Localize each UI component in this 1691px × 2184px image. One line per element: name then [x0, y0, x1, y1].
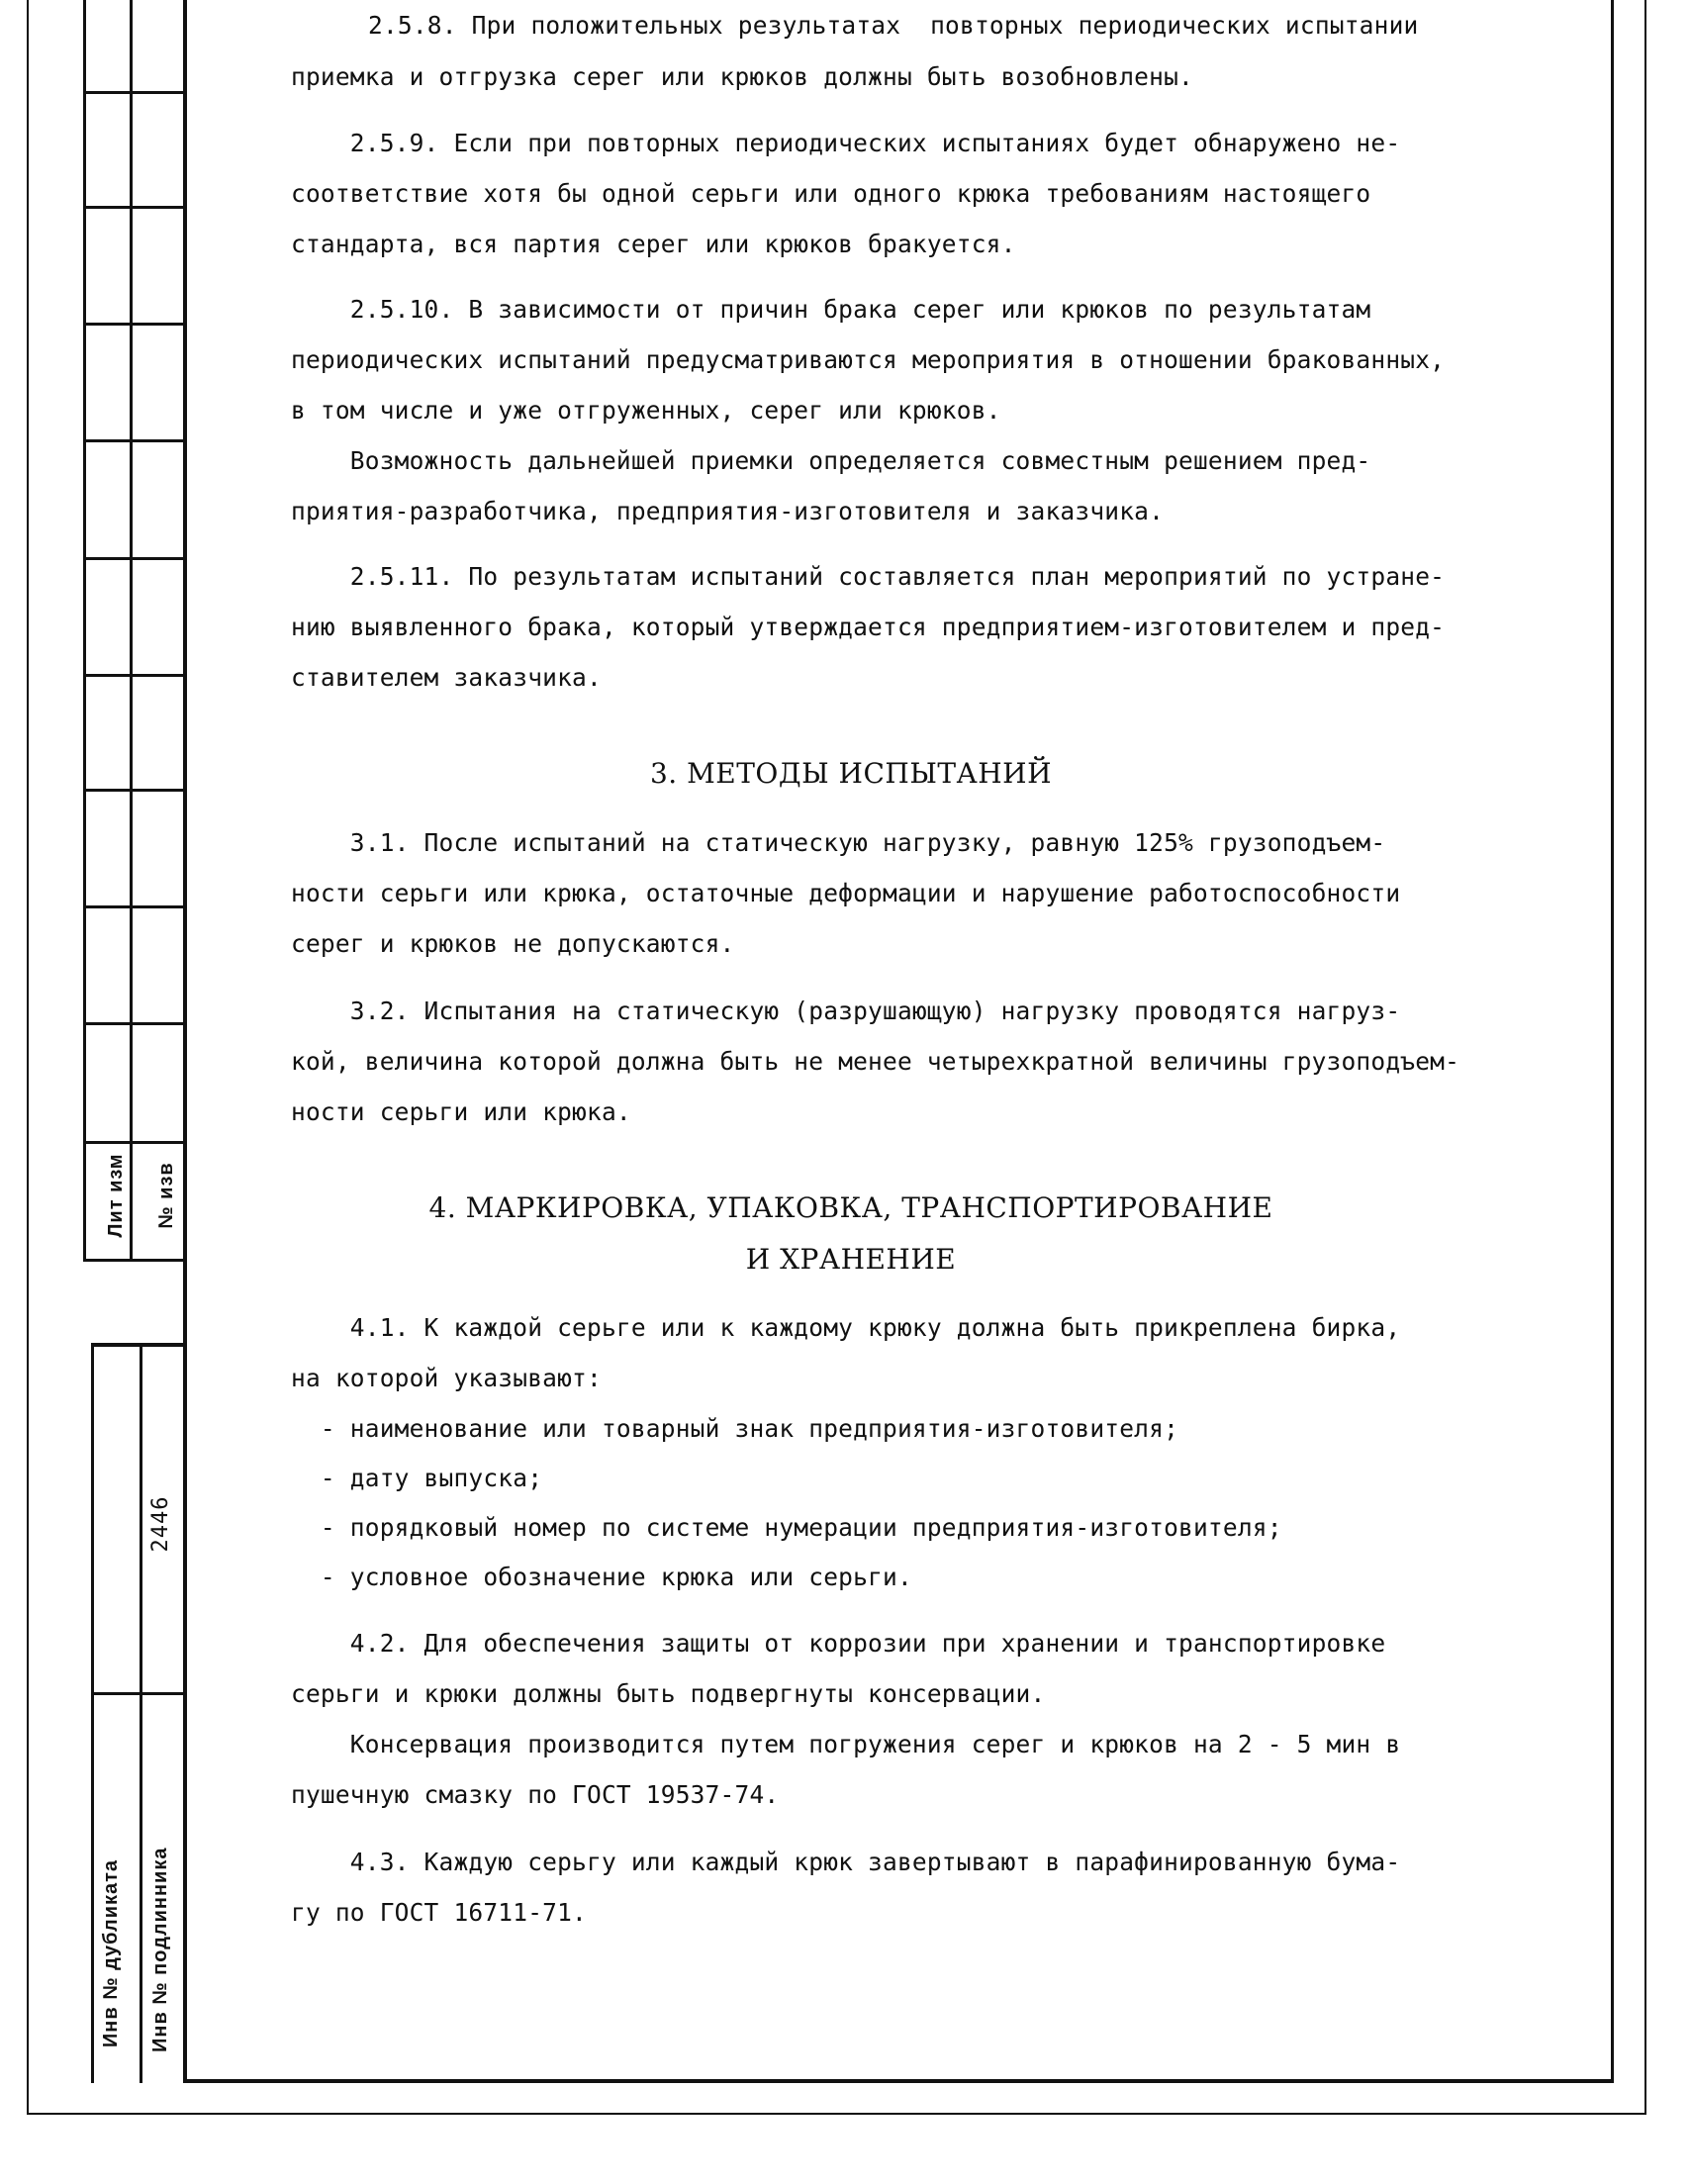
stamp-row-line — [83, 323, 184, 326]
right-frame-line-inner — [1611, 0, 1614, 2083]
p2511-line2: нию выявленного брака, который утверждается предприятием-изготовителем и пред- — [291, 613, 1446, 641]
stamp-row-line — [83, 1259, 184, 1262]
p41-line1: 4.1. К каждой серьге или к каждому крюку должна быть прикреплена бирка, — [291, 1313, 1401, 1342]
p43-line1: 4.3. Каждую серьгу или каждый крюк завертывают в парафинированную бума- — [291, 1848, 1401, 1876]
p258-line1: 2.5.8. При положительных результатах повторных периодических испытании — [368, 11, 1419, 40]
stamp-row-line — [83, 674, 184, 677]
stamp-row-line — [83, 91, 184, 94]
p41-line2: на которой указывают: — [291, 1364, 602, 1392]
pvoz-line2: приятия-разработчика, предприятия-изготовителя и заказчика. — [291, 497, 1165, 525]
right-frame-line-outer — [1644, 0, 1646, 2115]
stamp-row-line — [83, 789, 184, 792]
lower-stamp-mid — [140, 1343, 142, 2083]
p2510-line1: 2.5.10. В зависимости от причин брака серег или крюков по результатам — [291, 295, 1371, 324]
p2511-line1: 2.5.11. По результатам испытаний составляется план мероприятий по устране- — [291, 562, 1446, 591]
bottom-frame-line-inner — [184, 2079, 1614, 2083]
p31-line1: 3.1. После испытаний на статическую нагрузку, равную 125% грузоподъем- — [291, 828, 1386, 857]
list-item: - порядковый номер по системе нумерации предприятия-изготовителя; — [291, 1513, 1282, 1542]
stamp-number: 2446 — [148, 1495, 173, 1553]
pkons-line1: Консервация производится путем погружения серег и крюков на 2 - 5 мин в — [291, 1730, 1401, 1758]
lower-stamp-top — [91, 1343, 184, 1347]
p2510-line2: периодических испытаний предусматриваются мероприятия в отношении бракованных, — [291, 345, 1446, 374]
p42-line1: 4.2. Для обеспечения защиты от коррозии при хранении и транспортировке — [291, 1629, 1386, 1658]
p32-line1: 3.2. Испытания на статическую (разрушающую) нагрузку проводятся нагруз- — [291, 997, 1401, 1025]
pvoz-line1: Возможность дальнейшей приемки определяется совместным решением пред- — [291, 446, 1371, 475]
list-item: - условное обозначение крюка или серьги. — [291, 1563, 912, 1591]
left-frame-line-outer — [27, 0, 29, 2115]
text-field-left-border — [183, 0, 187, 2083]
p43-line2: гу по ГОСТ 16711-71. — [291, 1898, 588, 1927]
p2510-line3: в том числе и уже отгруженных, серег или крюков. — [291, 396, 1001, 425]
list-item: - дату выпуска; — [291, 1464, 543, 1492]
p42-line2: серьги и крюки должны быть подвергнуты консервации. — [291, 1679, 1046, 1708]
lower-stamp-row — [91, 1692, 184, 1695]
p31-line3: серег и крюков не допускаются. — [291, 929, 735, 958]
lower-stamp-left — [91, 1343, 94, 2083]
p32-line2: кой, величина которой должна быть не менее четырехкратной величины грузоподъем- — [291, 1047, 1460, 1076]
bottom-frame-line-outer — [27, 2113, 1646, 2115]
stamp-row-line — [83, 206, 184, 209]
stamp-row-line — [83, 1022, 184, 1025]
section-3-heading: 3. МЕТОДЫ ИСПЫТАНИЙ — [649, 757, 1052, 790]
stamp-row-line — [83, 557, 184, 560]
p259-line2: соответствие хотя бы одной серьги или одного крюка требованиям настоящего — [291, 179, 1371, 208]
p32-line3: ности серьги или крюка. — [291, 1097, 631, 1126]
stamp-row-line — [83, 905, 184, 908]
list-item: - наименование или товарный знак предприятия-изготовителя; — [291, 1414, 1179, 1443]
section-4-heading-line1: 4. МАРКИРОВКА, УПАКОВКА, ТРАНСПОРТИРОВАНИЕ — [428, 1191, 1273, 1224]
section-4-heading-line2: И ХРАНЕНИЕ — [745, 1243, 957, 1276]
stamp-inv-podl: Инв № подлинника — [149, 1847, 171, 2052]
stamp-col-line-a — [83, 0, 86, 1262]
stamp-no-izv: № изв — [155, 1162, 177, 1229]
p259-line1: 2.5.9. Если при повторных периодических испытаниях будет обнаружено не- — [291, 129, 1401, 157]
p258-line2: приемка и отгрузка серег или крюков должны быть возобновлены. — [291, 62, 1193, 91]
stamp-row-line — [83, 439, 184, 442]
p2511-line3: ставителем заказчика. — [291, 663, 602, 692]
p259-line3: стандарта, вся партия серег или крюков бракуется. — [291, 230, 1016, 258]
pkons-line2: пушечную смазку по ГОСТ 19537-74. — [291, 1780, 780, 1809]
stamp-col-line-b — [130, 0, 133, 1262]
p31-line2: ности серьги или крюка, остаточные деформации и нарушение работоспособности — [291, 879, 1401, 907]
stamp-inv-dubl: Инв № дубликата — [100, 1858, 122, 2048]
stamp-lit-izm: Лит изм — [105, 1153, 127, 1238]
